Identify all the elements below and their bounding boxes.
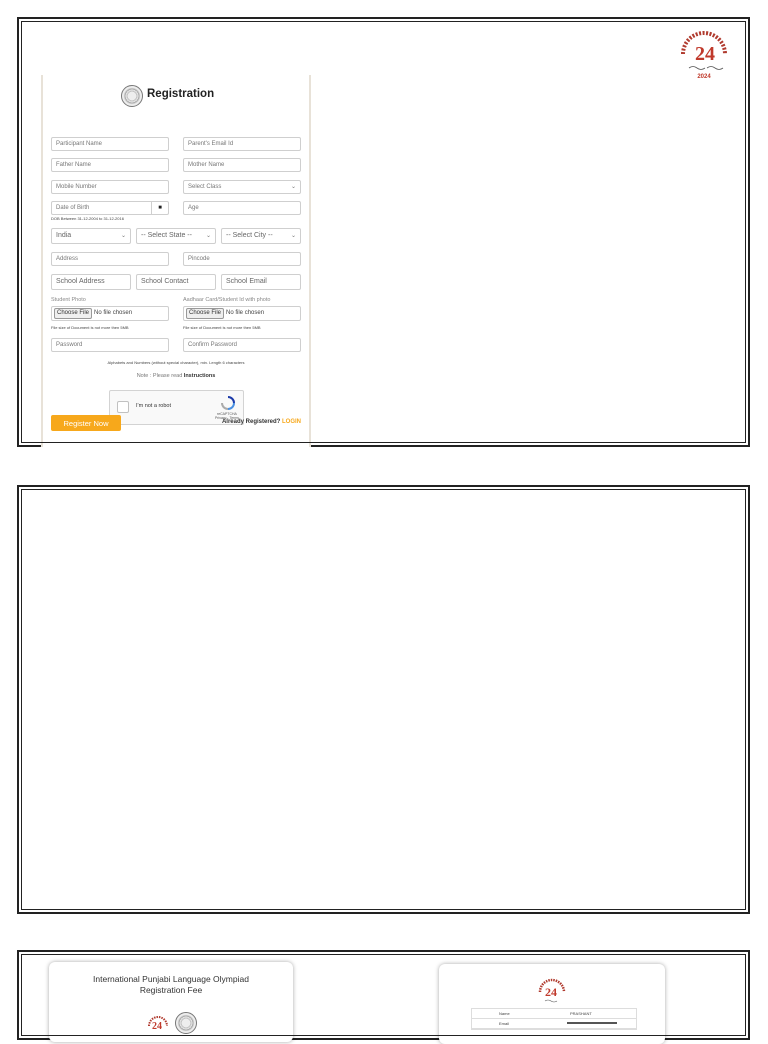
already-registered-text [222, 419, 301, 425]
recaptcha-label: I'm not a robot [136, 403, 171, 409]
state-value: -- Select State -- [141, 232, 192, 239]
page-frame-fee [17, 950, 750, 1040]
country-dropdown[interactable] [51, 228, 131, 244]
receipt-card [439, 964, 665, 1044]
no-file-text: No file chosen [226, 310, 265, 316]
olympiad-logo-icon [537, 974, 567, 1004]
mobile-number-input[interactable]: Mobile Number [51, 180, 169, 194]
parent-email-input[interactable]: Parent's Email Id [183, 137, 301, 151]
mother-name-input[interactable]: Mother Name [183, 158, 301, 172]
table-row [472, 1019, 636, 1029]
emblem-icon [175, 1012, 197, 1034]
address-input[interactable]: Address [51, 252, 169, 266]
emblem-icon [121, 85, 143, 107]
file-size-note: File size of Document is not more then 5MB [183, 325, 261, 330]
file-size-note: File size of Document is not more then 5MB [51, 325, 129, 330]
svg-text:24: 24 [695, 43, 715, 65]
school-address-input[interactable]: School Address [51, 274, 131, 290]
chevron-down-icon: ⌄ [205, 233, 211, 239]
no-file-text: No file chosen [94, 310, 133, 316]
receipt-label: Name [499, 1011, 510, 1016]
city-value: -- Select City -- [226, 232, 273, 239]
card-header [43, 85, 309, 109]
olympiad-logo-icon [675, 24, 733, 80]
select-class-dropdown[interactable] [183, 180, 301, 194]
receipt-label: Email [499, 1021, 510, 1026]
instructions-link[interactable]: Instructions [183, 373, 216, 379]
chevron-down-icon: ⌄ [290, 184, 296, 190]
father-name-input[interactable]: Father Name [51, 158, 169, 172]
fee-title-line2: Registration Fee [139, 985, 203, 995]
recaptcha-icon [221, 396, 235, 410]
confirm-password-input[interactable]: Confirm Password [183, 338, 301, 352]
city-dropdown[interactable] [221, 228, 301, 244]
aadhaar-label: Aadhaar Card/Student Id with photo [183, 297, 271, 303]
student-photo-label: Student Photo [51, 297, 86, 303]
page-frame-registration [17, 17, 750, 447]
pincode-input[interactable]: Pincode [183, 252, 301, 266]
instructions-note [43, 373, 309, 379]
aadhaar-upload[interactable] [183, 306, 301, 321]
date-of-birth-placeholder: Date of Birth [56, 205, 90, 211]
password-hint: Alphabets and Numbers (without special character), min. Length 6 characters [107, 360, 245, 365]
fee-title-line1: International Punjabi Language Olympiad [93, 974, 249, 984]
school-contact-input[interactable]: School Contact [136, 274, 216, 290]
svg-text:24: 24 [152, 1021, 162, 1032]
state-dropdown[interactable] [136, 228, 216, 244]
chevron-down-icon: ⌄ [290, 233, 296, 239]
recaptcha-brand-text: reCAPTCHA [217, 412, 237, 416]
login-link[interactable]: LOGIN [282, 419, 301, 425]
dob-hint: DOB Between 31-12-2004 to 31-12-2016 [51, 216, 124, 221]
already-registered-label: Already Registered? [221, 419, 282, 425]
receipt-value: PRASHANT [570, 1011, 592, 1016]
table-row [472, 1009, 636, 1019]
choose-file-button[interactable]: Choose File [54, 308, 92, 319]
svg-text:24: 24 [545, 985, 557, 999]
register-now-button[interactable]: Register Now [51, 415, 121, 431]
school-email-input[interactable]: School Email [221, 274, 301, 290]
registration-fee-card [49, 962, 293, 1042]
password-input[interactable]: Password [51, 338, 169, 352]
recaptcha-checkbox[interactable] [117, 401, 129, 413]
fee-card-title [49, 974, 293, 996]
choose-file-button[interactable]: Choose File [186, 308, 224, 319]
student-photo-upload[interactable] [51, 306, 169, 321]
note-prefix: Note : Please read [136, 373, 184, 379]
receipt-table [471, 1008, 637, 1030]
select-class-value: Select Class [188, 184, 222, 190]
calendar-icon[interactable]: ■ [151, 202, 168, 214]
registration-card [41, 75, 311, 447]
recaptcha-sub-text: Privacy - Terms [214, 416, 239, 420]
page-frame-blank [17, 485, 750, 914]
chevron-down-icon: ⌄ [120, 233, 126, 239]
country-value: India [56, 232, 72, 239]
logo-year: 2024 [697, 74, 711, 80]
age-input[interactable]: Age [183, 201, 301, 215]
registration-title: Registration [147, 88, 215, 100]
olympiad-logo-icon [147, 1012, 169, 1032]
participant-name-input[interactable]: Participant Name [51, 137, 169, 151]
date-of-birth-input[interactable] [51, 201, 169, 215]
